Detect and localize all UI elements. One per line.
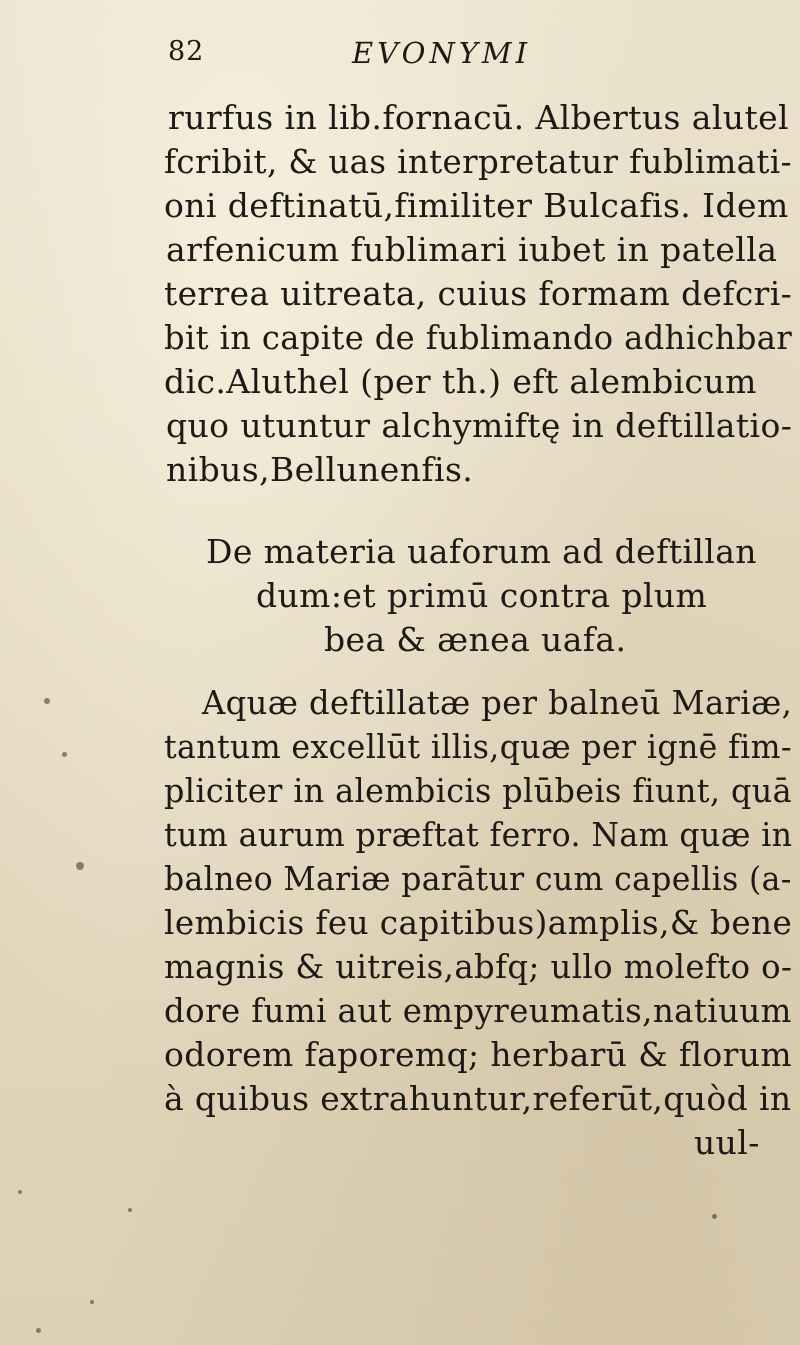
text-line: tum aurum præftat ferro. Nam quæ in (164, 815, 793, 854)
text-line: dum:et primū contra plum (256, 576, 708, 615)
ink-speck (128, 1208, 132, 1212)
text-line: terrea uitreata, cuius formam defcri- (164, 274, 793, 313)
text-line: fcribit, & uas interpretatur fublimati- (164, 142, 792, 181)
text-line: oni deftinatū,fimiliter Bulcafis. Idem (164, 186, 789, 225)
text-line: Aquæ deftillatæ per balneū Mariæ, (202, 683, 793, 722)
text-line: bea & ænea uafa. (324, 620, 627, 659)
text-line: pliciter in alembicis plūbeis fiunt, quā (164, 771, 792, 810)
text-line: odorem faporemq; herbarū & florum (164, 1035, 793, 1074)
text-line: balneo Mariæ parātur cum capellis (a- (164, 859, 792, 898)
ink-speck (76, 862, 84, 870)
ink-speck (712, 1214, 717, 1219)
page-header (168, 36, 768, 76)
ink-speck (90, 1300, 94, 1304)
ink-speck (62, 752, 67, 757)
text-line: De materia uaforum ad deftillan (206, 532, 757, 571)
ink-speck (44, 698, 50, 704)
ink-speck (18, 1190, 22, 1194)
text-line: uul- (694, 1123, 760, 1162)
text-line: quo utuntur alchymiftę in deftillatio- (166, 406, 793, 445)
running-head: EVONYMI (352, 36, 532, 70)
text-line: nibus,Bellunenfis. (166, 450, 474, 489)
page-number: 82 (168, 36, 205, 67)
text-line: rurfus in lib.fornacū. Albertus alutel (168, 98, 789, 137)
text-line: tantum excellūt illis,quæ per ignē fim- (164, 727, 792, 766)
text-line: dic.Aluthel (per th.) eft alembicum (164, 362, 757, 401)
text-line: arfenicum fublimari iubet in patella (166, 230, 778, 269)
text-line: magnis & uitreis,abfq; ullo molefto o- (164, 947, 793, 986)
text-line: dore fumi aut empyreumatis,natiuum (164, 991, 792, 1030)
ink-speck (36, 1328, 41, 1333)
text-line: lembicis feu capitibus)amplis,& bene (164, 903, 793, 942)
text-line: bit in capite de fublimando adhichbar (164, 318, 793, 357)
text-line: à quibus extrahuntur,referūt,quòd in (164, 1079, 792, 1118)
